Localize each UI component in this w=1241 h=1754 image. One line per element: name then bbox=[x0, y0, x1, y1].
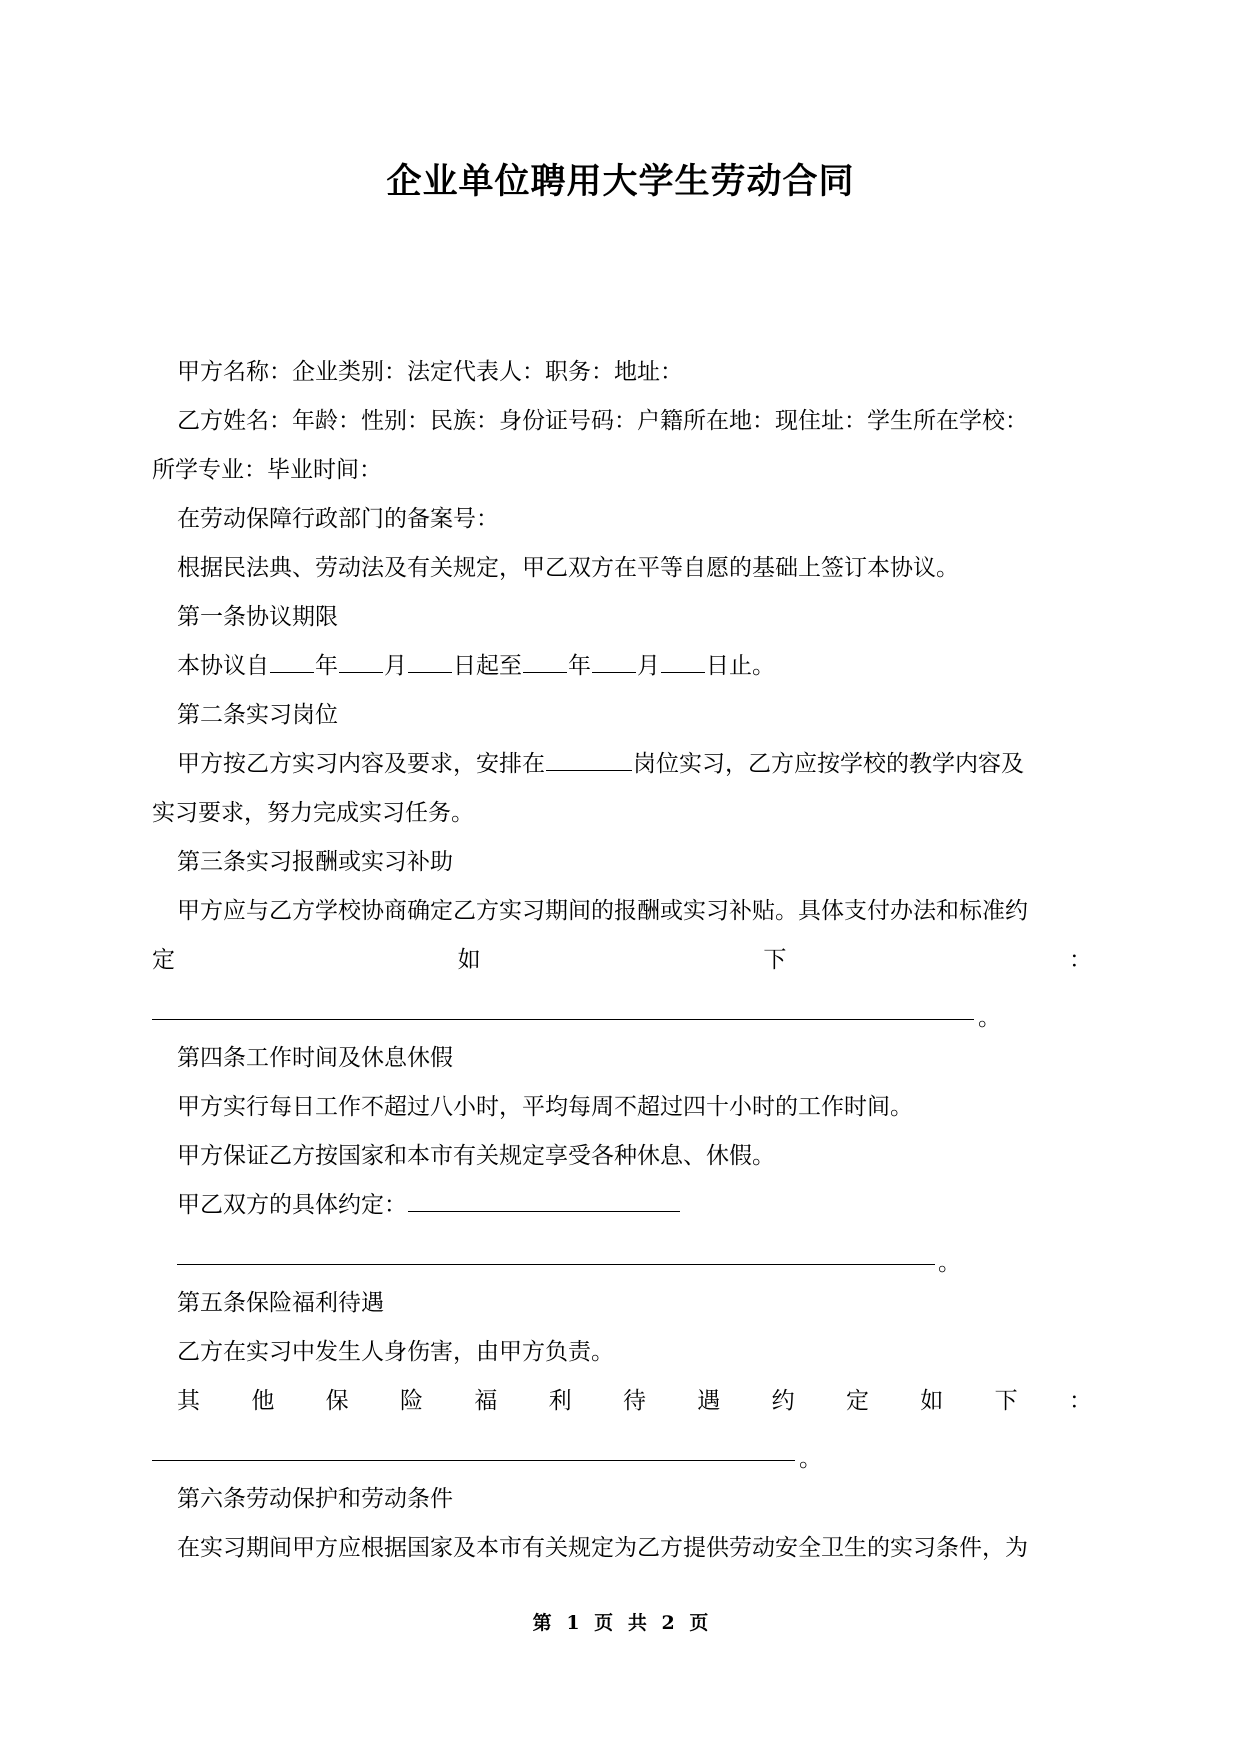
blank-field bbox=[408, 1187, 680, 1212]
party-b-info-cont: 所学专业：毕业时间： bbox=[152, 457, 382, 483]
article-3-spread-line bbox=[152, 936, 1092, 985]
article-1-term bbox=[152, 642, 1092, 691]
footer-text: 页 bbox=[689, 1612, 709, 1634]
footer-text: 页 bbox=[594, 1612, 614, 1634]
blank-field bbox=[270, 648, 314, 673]
article-3-blank-line bbox=[152, 985, 1092, 1034]
period: 。 bbox=[938, 1250, 961, 1276]
blank-field bbox=[661, 648, 705, 673]
article-3-para: 甲方应与乙方学校协商确定乙方实习期间的报酬或实习补贴。具体支付办法和标准约 bbox=[177, 898, 1028, 924]
para-text: 甲乙双方的具体约定： bbox=[177, 1192, 407, 1218]
article-1-title: 第一条协议期限 bbox=[177, 604, 338, 630]
blank-field bbox=[408, 648, 452, 673]
term-text: 年 bbox=[568, 653, 591, 679]
party-a-info: 甲方名称：企业类别：法定代表人：职务：地址： bbox=[177, 359, 683, 385]
spread-char: 如 bbox=[457, 947, 481, 973]
page-number: 1 bbox=[566, 1612, 580, 1634]
page-footer bbox=[0, 1608, 1241, 1635]
spread-char: 下 bbox=[763, 947, 787, 973]
document-body bbox=[152, 348, 1092, 1573]
spread-char: 保 bbox=[325, 1388, 349, 1414]
document-title: 企业单位聘用大学生劳动合同 bbox=[386, 162, 855, 202]
article-2-para-cont: 实习要求，努力完成实习任务。 bbox=[152, 800, 474, 826]
spread-char: 险 bbox=[399, 1388, 423, 1414]
spread-char: 定 bbox=[152, 947, 175, 973]
spread-char: 其 bbox=[177, 1388, 200, 1414]
spread-char: ： bbox=[1068, 1388, 1092, 1414]
article-4-title: 第四条工作时间及休息休假 bbox=[177, 1045, 453, 1071]
spread-char: 他 bbox=[251, 1388, 275, 1414]
party-b-info: 乙方姓名：年龄：性别：民族：身份证号码：户籍所在地：现住址：学生所在学校： bbox=[177, 408, 1028, 434]
blank-field bbox=[523, 648, 567, 673]
term-text: 月 bbox=[637, 653, 660, 679]
blank-field bbox=[592, 648, 636, 673]
blank-rule bbox=[177, 1264, 935, 1265]
para-text: 甲方按乙方实习内容及要求，安排在 bbox=[177, 751, 545, 777]
spread-char: ： bbox=[1068, 947, 1092, 973]
term-text: 年 bbox=[315, 653, 338, 679]
blank-field bbox=[546, 746, 632, 771]
article-4-para-2: 甲方保证乙方按国家和本市有关规定享受各种休息、休假。 bbox=[177, 1143, 775, 1169]
term-text: 日起至 bbox=[453, 653, 522, 679]
article-5-spread-line bbox=[152, 1377, 1092, 1426]
footer-text: 共 bbox=[627, 1612, 647, 1634]
spread-char: 如 bbox=[920, 1388, 944, 1414]
spread-char: 利 bbox=[548, 1388, 572, 1414]
term-text: 月 bbox=[384, 653, 407, 679]
article-4-blank-line bbox=[152, 1230, 1092, 1279]
article-5-para-1: 乙方在实习中发生人身伤害，由甲方负责。 bbox=[177, 1339, 614, 1365]
period: 。 bbox=[799, 1446, 822, 1472]
spread-char: 定 bbox=[845, 1388, 869, 1414]
article-2-title: 第二条实习岗位 bbox=[177, 702, 338, 728]
spread-char: 下 bbox=[994, 1388, 1018, 1414]
spread-char: 约 bbox=[771, 1388, 795, 1414]
term-text: 日止。 bbox=[706, 653, 775, 679]
article-4-para-1: 甲方实行每日工作不超过八小时，平均每周不超过四十小时的工作时间。 bbox=[177, 1094, 913, 1120]
blank-field bbox=[339, 648, 383, 673]
article-2-para bbox=[152, 740, 1092, 789]
spread-char: 福 bbox=[474, 1388, 498, 1414]
preamble: 根据民法典、劳动法及有关规定，甲乙双方在平等自愿的基础上签订本协议。 bbox=[177, 555, 959, 581]
filing-number: 在劳动保障行政部门的备案号： bbox=[177, 506, 499, 532]
para-text: 岗位实习，乙方应按学校的教学内容及 bbox=[633, 751, 1024, 777]
footer-text: 第 bbox=[532, 1612, 552, 1634]
blank-rule bbox=[152, 1460, 795, 1461]
blank-rule bbox=[152, 1019, 974, 1020]
article-6-title: 第六条劳动保护和劳动条件 bbox=[177, 1486, 453, 1512]
period: 。 bbox=[978, 1005, 1001, 1031]
total-pages: 2 bbox=[661, 1612, 675, 1634]
spread-char: 待 bbox=[622, 1388, 646, 1414]
term-text: 本协议自 bbox=[177, 653, 269, 679]
spread-char: 遇 bbox=[697, 1388, 721, 1414]
article-6-para-1: 在实习期间甲方应根据国家及本市有关规定为乙方提供劳动安全卫生的实习条件，为 bbox=[177, 1535, 1028, 1561]
article-5-blank-line bbox=[152, 1426, 1092, 1475]
article-3-title: 第三条实习报酬或实习补助 bbox=[177, 849, 453, 875]
article-4-para-3 bbox=[152, 1181, 1092, 1230]
article-5-title: 第五条保险福利待遇 bbox=[177, 1290, 384, 1316]
